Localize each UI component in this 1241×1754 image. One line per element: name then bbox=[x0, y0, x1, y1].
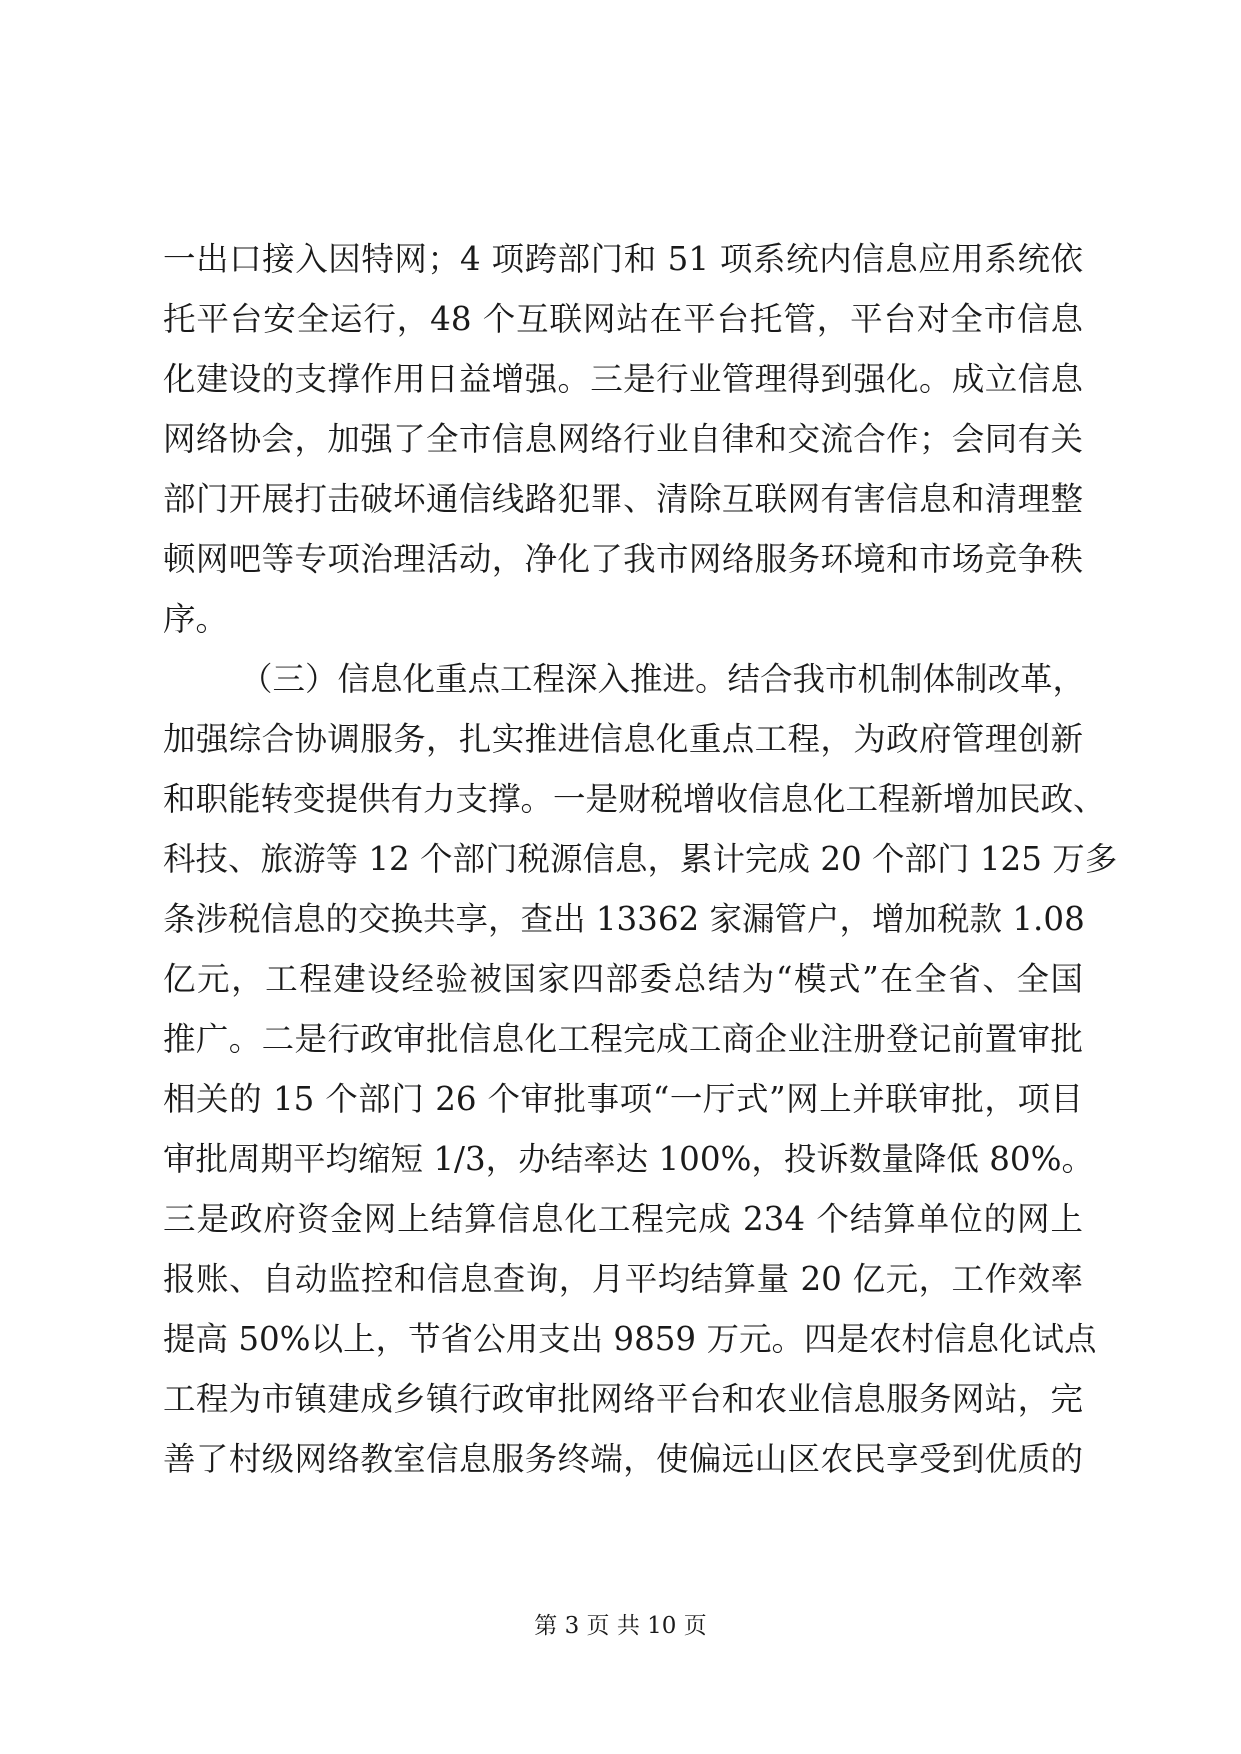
text-line: 工程为市镇建成乡镇行政审批网络平台和农业信息服务网站，完 bbox=[163, 1380, 1083, 1418]
text-line: 审批周期平均缩短 1/3，办结率达 100%，投诉数量降低 80%。 bbox=[163, 1140, 1094, 1178]
text-line: 提高 50%以上，节省公用支出 9859 万元。四是农村信息化试点 bbox=[163, 1320, 1097, 1358]
text-line: 和职能转变提供有力支撑。一是财税增收信息化工程新增加民政、 bbox=[163, 780, 1106, 818]
text-line: 化建设的支撑作用日益增强。三是行业管理得到强化。成立信息 bbox=[163, 360, 1083, 398]
body-text bbox=[163, 229, 1118, 1489]
text-line: 网络协会，加强了全市信息网络行业自律和交流合作；会同有关 bbox=[163, 420, 1083, 458]
text-line: 科技、旅游等 12 个部门税源信息，累计完成 20 个部门 125 万多 bbox=[163, 840, 1118, 878]
text-line: 推广。二是行政审批信息化工程完成工商企业注册登记前置审批 bbox=[163, 1020, 1083, 1058]
text-line: 条涉税信息的交换共享，查出 13362 家漏管户，增加税款 1.08 bbox=[163, 900, 1085, 938]
paragraph-2 bbox=[163, 649, 1118, 1489]
text-line: 善了村级网络教室信息服务终端，使偏远山区农民享受到优质的 bbox=[163, 1440, 1083, 1478]
text-line: 托平台安全运行，48 个互联网站在平台托管，平台对全市信息 bbox=[163, 300, 1083, 338]
text-line: 报账、自动监控和信息查询，月平均结算量 20 亿元，工作效率 bbox=[163, 1260, 1083, 1298]
text-line: 序。 bbox=[163, 600, 229, 638]
text-line: 加强综合协调服务，扎实推进信息化重点工程，为政府管理创新 bbox=[163, 720, 1083, 758]
text-line: 一出口接入因特网；4 项跨部门和 51 项系统内信息应用系统依 bbox=[163, 240, 1083, 278]
text-line: （三）信息化重点工程深入推进。结合我市机制体制改革， bbox=[240, 660, 1086, 698]
text-line: 部门开展打击破坏通信线路犯罪、清除互联网有害信息和清理整 bbox=[163, 480, 1083, 518]
paragraph-1 bbox=[163, 229, 1083, 649]
text-line: 亿元，工程建设经验被国家四部委总结为“模式”在全省、全国 bbox=[163, 960, 1083, 998]
text-line: 三是政府资金网上结算信息化工程完成 234 个结算单位的网上 bbox=[163, 1200, 1083, 1238]
page-footer bbox=[0, 1611, 1241, 1641]
text-line: 顿网吧等专项治理活动，净化了我市网络服务环境和市场竞争秩 bbox=[163, 540, 1083, 578]
page-number-label: 第 3 页 共 10 页 bbox=[534, 1613, 707, 1639]
text-line: 相关的 15 个部门 26 个审批事项“一厅式”网上并联审批，项目 bbox=[163, 1080, 1083, 1118]
